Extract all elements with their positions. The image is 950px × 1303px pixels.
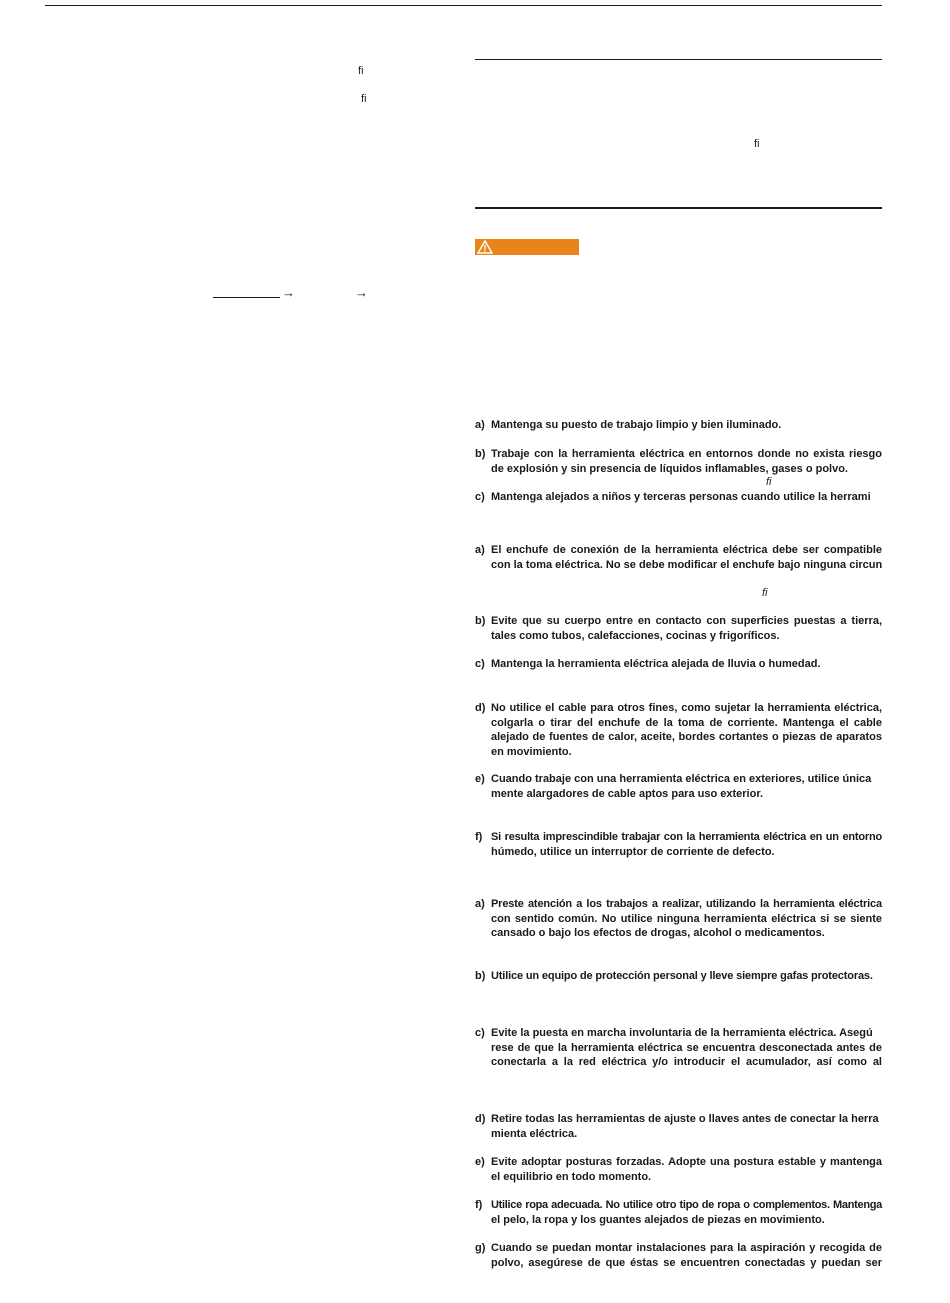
- item-line: Utilice ropa adecuada. No utilice otro tipo de ropa o complementos. Mantenga: [491, 1199, 882, 1211]
- item-line: Preste atención a los trabajos a realizar, utilizando la herramienta eléctrica: [491, 898, 882, 910]
- item-line: Mantenga su puesto de trabajo limpio y bien iluminado.: [491, 419, 782, 431]
- item-line: Mantenga la herramienta eléctrica alejada de lluvia o humedad.: [491, 658, 821, 670]
- item-letter: b): [475, 970, 486, 982]
- item-letter: d): [475, 1113, 486, 1125]
- item-line: el pelo, la ropa y los guantes alejados de piezas en movimiento.: [491, 1213, 825, 1226]
- item-line: alejado de fuentes de calor, aceite, bordes cortantes o piezas de aparatos: [491, 731, 882, 744]
- item-line: Cuando se puedan montar instalaciones para la aspiración y recogida de: [491, 1242, 882, 1254]
- item-line: Trabaje con la herramienta eléctrica en entornos donde no exista riesgo: [491, 448, 882, 460]
- item-line: tales como tubos, calefacciones, cocinas y frigoríficos.: [491, 629, 780, 642]
- arrow-2: →: [355, 285, 368, 300]
- item-line: Mantenga alejados a niños y terceras personas cuando utilice la herrami: [491, 491, 871, 503]
- arrow-1: →: [282, 285, 295, 300]
- item-letter: a): [475, 419, 485, 431]
- warning-triangle-icon: [477, 240, 493, 254]
- item-line: mente alargadores de cable aptos para uso exterior.: [491, 787, 764, 800]
- item-line: No utilice el cable para otros fines, como sujetar la herramienta eléctrica,: [491, 702, 882, 714]
- left-ligature-1: ﬁ: [358, 65, 364, 77]
- item-line: Cuando trabaje con una herramienta eléctrica en exteriores, utilice única: [491, 773, 872, 785]
- left-ligature-2: ﬁ: [361, 93, 367, 105]
- warning-banner: [475, 239, 579, 255]
- left-underline-link[interactable]: [213, 297, 280, 298]
- item-letter: f): [475, 1199, 483, 1211]
- item-letter: d): [475, 702, 486, 714]
- right-ligature: ﬁ: [754, 138, 760, 150]
- floating-ligature-1: ﬁ: [766, 476, 772, 488]
- item-letter: f): [475, 831, 483, 843]
- item-letter: c): [475, 491, 485, 503]
- item-line: Evite la puesta en marcha involuntaria de la herramienta eléctrica. Asegú: [491, 1027, 873, 1039]
- item-letter: a): [475, 898, 485, 910]
- item-line: Retire todas las herramientas de ajuste o llaves antes de conectar la herra: [491, 1113, 879, 1125]
- item-line: con la toma eléctrica. No se debe modificar el enchufe bajo ninguna circun: [491, 558, 883, 571]
- item-line: conectarla a la red eléctrica y/o introducir el acumulador, así como al: [491, 1056, 882, 1069]
- page-top-rule: [45, 5, 882, 6]
- item-line: El enchufe de conexión de la herramienta eléctrica debe ser compatible: [491, 544, 882, 556]
- item-line: Utilice un equipo de protección personal y lleve siempre gafas protectoras.: [491, 970, 873, 982]
- item-line: Evite adoptar posturas forzadas. Adopte una postura estable y mantenga: [491, 1156, 882, 1168]
- item-letter: c): [475, 1027, 485, 1039]
- item-line: colgarla o tirar del enchufe de la toma de corriente. Mantenga el cable: [491, 716, 882, 729]
- item-letter: g): [475, 1242, 486, 1254]
- item-line: Evite que su cuerpo entre en contacto con superficies puestas a tierra,: [491, 615, 882, 627]
- floating-ligature-2: ﬁ: [762, 587, 768, 599]
- item-line: polvo, asegúrese de que éstas se encuentren conectadas y puedan ser: [491, 1256, 882, 1269]
- item-letter: e): [475, 773, 485, 785]
- item-letter: a): [475, 544, 485, 556]
- item-letter: e): [475, 1156, 485, 1168]
- item-line: Si resulta imprescindible trabajar con la herramienta eléctrica en un entorno: [491, 831, 882, 843]
- item-line: el equilibrio en todo momento.: [491, 1170, 652, 1183]
- item-line: con sentido común. No utilice ninguna herramienta eléctrica si se siente: [491, 912, 882, 925]
- item-line: húmedo, utilice un interruptor de corriente de defecto.: [491, 845, 775, 858]
- item-line: cansado o bajo los efectos de drogas, alcohol o medicamentos.: [491, 927, 825, 940]
- right-column-rule-top: [475, 59, 882, 60]
- item-line: rese de que la herramienta eléctrica se encuentra desconectada antes de: [491, 1041, 882, 1054]
- item-line: en movimiento.: [491, 745, 572, 758]
- item-letter: b): [475, 448, 486, 460]
- item-letter: c): [475, 658, 485, 670]
- item-letter: b): [475, 615, 486, 627]
- right-column-rule-section: [475, 207, 882, 209]
- item-line: mienta eléctrica.: [491, 1127, 578, 1140]
- item-line: de explosión y sin presencia de líquidos inflamables, gases o polvo.: [491, 462, 848, 475]
